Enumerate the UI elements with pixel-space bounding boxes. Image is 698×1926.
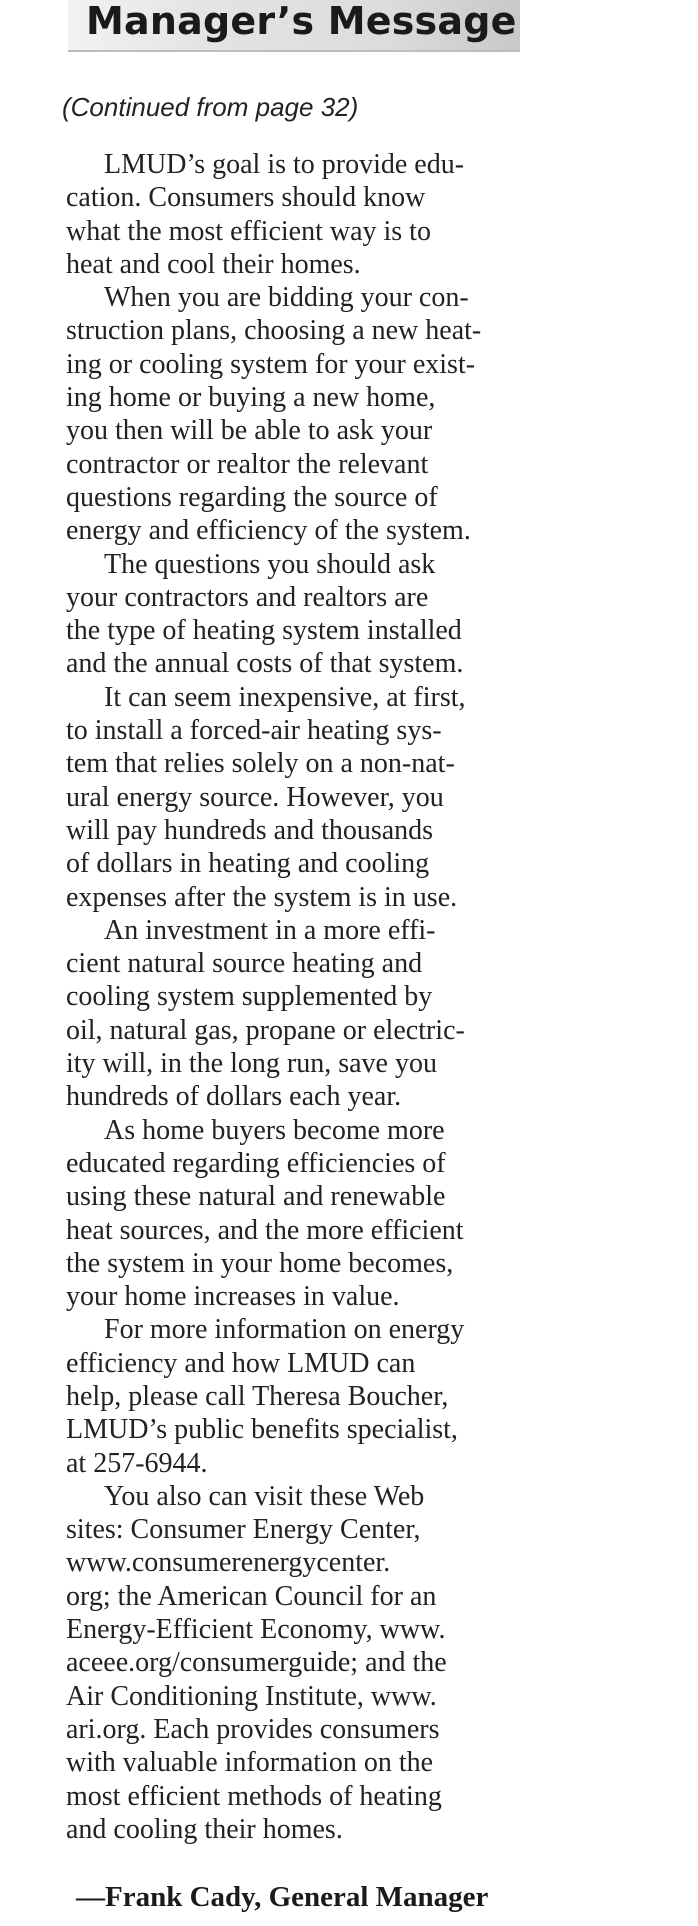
paragraph-line: cooling system supplemented by	[66, 981, 433, 1013]
paragraph-line: efficiency and how LMUD can	[66, 1347, 416, 1379]
paragraph-line: the type of heating system installed	[66, 615, 462, 647]
paragraph-line: ing or cooling system for your exist-	[66, 348, 476, 380]
paragraph-line: and the annual costs of that system.	[66, 648, 464, 680]
paragraph-line: sites: Consumer Energy Center,	[66, 1514, 421, 1546]
paragraph-line: help, please call Theresa Boucher,	[66, 1380, 449, 1412]
paragraph-line: what the most efficient way is to	[66, 215, 431, 247]
paragraph-line: You also can visit these Web	[104, 1480, 425, 1512]
paragraph-line: your home increases in value.	[66, 1281, 400, 1313]
paragraph-line: hundreds of dollars each year.	[66, 1081, 402, 1113]
article-paragraph	[66, 548, 536, 681]
paragraph-line: cation. Consumers should know	[66, 182, 426, 214]
paragraph-line: struction plans, choosing a new heat-	[66, 315, 482, 347]
paragraph-line: oil, natural gas, propane or electric-	[66, 1014, 465, 1046]
paragraph-line: your contractors and realtors are	[66, 581, 429, 613]
paragraph-line: contractor or realtor the relevant	[66, 448, 429, 480]
article-paragraph	[66, 1480, 536, 1846]
paragraph-line: of dollars in heating and cooling	[66, 848, 430, 880]
paragraph-line: and cooling their homes.	[66, 1813, 343, 1845]
paragraph-line: ing home or buying a new home,	[66, 382, 436, 414]
paragraph-line: educated regarding efficiencies of	[66, 1147, 446, 1179]
paragraph-line: the system in your home becomes,	[66, 1247, 454, 1279]
paragraph-line: www.consumerenergycenter.	[66, 1547, 391, 1579]
paragraph-line: As home buyers become more	[104, 1114, 445, 1146]
paragraph-line: heat and cool their homes.	[66, 248, 361, 280]
paragraph-line: It can seem inexpensive, at first,	[104, 681, 466, 713]
continued-note: (Continued from page 32)	[62, 92, 359, 122]
paragraph-line: to install a forced-air heating sys-	[66, 715, 442, 747]
paragraph-line: ari.org. Each provides consumers	[66, 1713, 440, 1745]
author-signature: —Frank Cady, General Manager	[76, 1881, 489, 1913]
article-paragraph	[66, 1114, 536, 1314]
article-paragraph	[66, 1313, 536, 1479]
paragraph-line: energy and efficiency of the system.	[66, 515, 471, 547]
paragraph-line: heat sources, and the more efficient	[66, 1214, 464, 1246]
page-title: Manager’s Message	[86, 0, 517, 43]
paragraph-line: with valuable information on the	[66, 1747, 434, 1779]
paragraph-line: you then will be able to ask your	[66, 415, 433, 447]
article-paragraph	[66, 681, 536, 914]
paragraph-line: An investment in a more effi-	[104, 914, 436, 946]
paragraph-line: The questions you should ask	[104, 548, 436, 580]
paragraph-line: LMUD’s goal is to provide edu-	[104, 149, 465, 180]
article-body	[66, 148, 536, 1846]
paragraph-line: tem that relies solely on a non-nat-	[66, 748, 455, 780]
article-paragraph	[66, 914, 536, 1114]
paragraph-line: Air Conditioning Institute, www.	[66, 1680, 437, 1712]
paragraph-line: ural energy source. However, you	[66, 781, 444, 813]
paragraph-line: expenses after the system is in use.	[66, 881, 458, 913]
paragraph-line: cient natural source heating and	[66, 948, 423, 980]
paragraph-line: will pay hundreds and thousands	[66, 814, 434, 846]
article-paragraph	[66, 148, 536, 281]
paragraph-line: When you are bidding your con-	[104, 282, 469, 314]
paragraph-line: using these natural and renewable	[66, 1181, 446, 1213]
paragraph-line: ity will, in the long run, save you	[66, 1048, 437, 1080]
paragraph-line: LMUD’s public benefits specialist,	[66, 1414, 458, 1446]
paragraph-line: Energy-Efficient Economy, www.	[66, 1614, 446, 1646]
paragraph-line: org; the American Council for an	[66, 1580, 437, 1612]
paragraph-line: aceee.org/consumerguide; and the	[66, 1647, 447, 1679]
paragraph-line: most efficient methods of heating	[66, 1780, 442, 1812]
paragraph-line: at 257-6944.	[66, 1447, 208, 1479]
paragraph-line: questions regarding the source of	[66, 481, 438, 513]
paragraph-line: For more information on energy	[104, 1314, 465, 1346]
article-paragraph	[66, 281, 536, 547]
